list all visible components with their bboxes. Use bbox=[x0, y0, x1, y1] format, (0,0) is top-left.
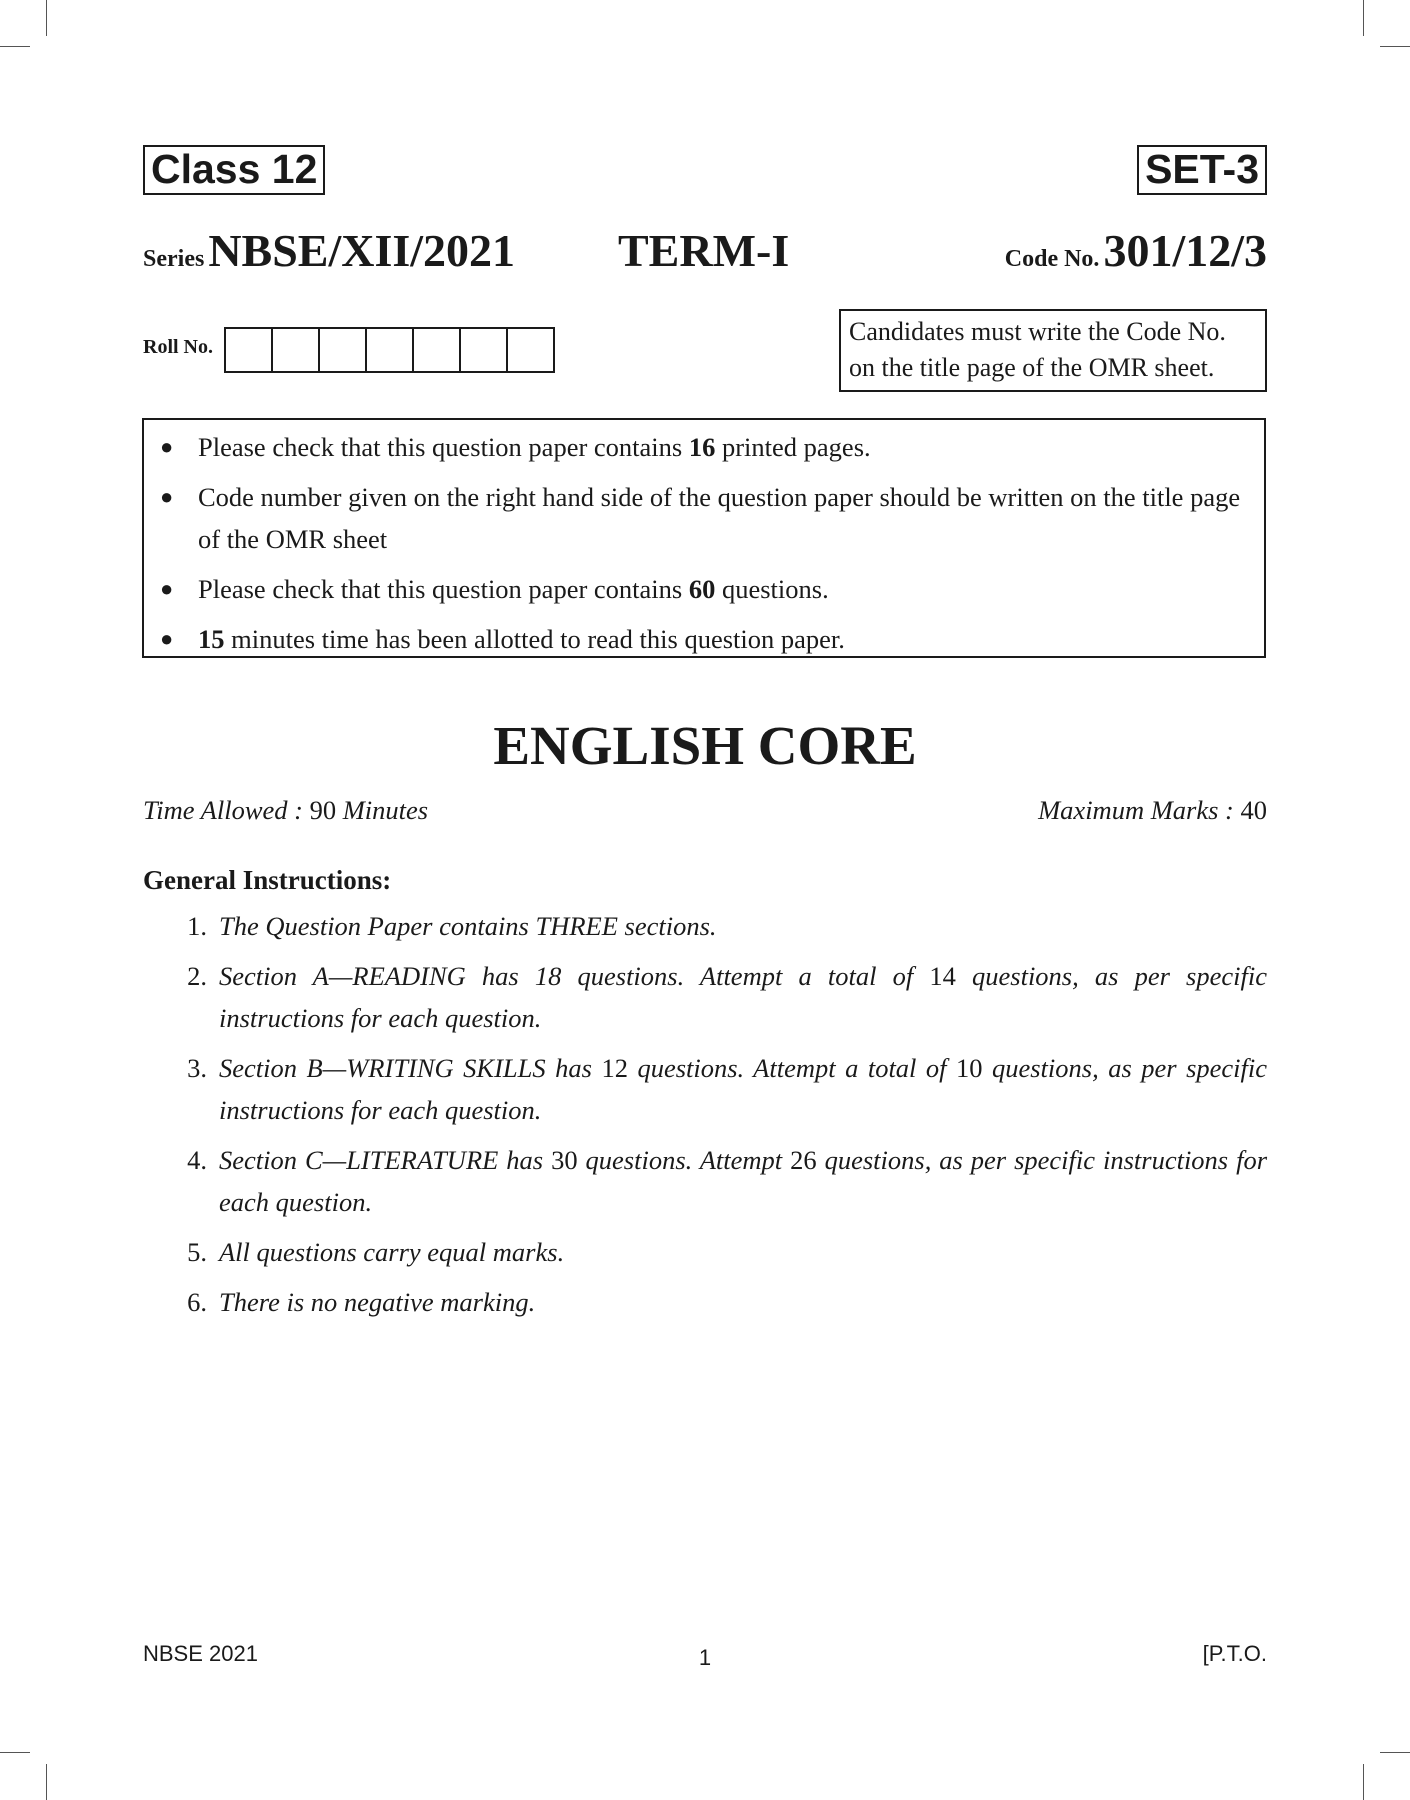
notice-box bbox=[142, 418, 1266, 658]
crop-mark bbox=[0, 1752, 30, 1753]
bullet-icon: ● bbox=[160, 626, 174, 651]
instructions-list bbox=[143, 905, 1267, 1331]
crop-mark bbox=[46, 1764, 47, 1800]
instruction-item: 6. There is no negative marking. bbox=[187, 1287, 536, 1317]
roll-number-cell[interactable] bbox=[414, 329, 461, 371]
page-number: 1 bbox=[698, 1645, 712, 1670]
time-allowed: Time Allowed : 90 Minutes bbox=[143, 795, 429, 825]
roll-number-cell[interactable] bbox=[367, 329, 414, 371]
notice-item: ● Code number given on the right hand side of the question paper should be written on the title page of the OMR sheet bbox=[160, 476, 1248, 560]
roll-number-cell[interactable] bbox=[226, 329, 273, 371]
series-info bbox=[143, 225, 516, 276]
roll-number-cell[interactable] bbox=[508, 329, 553, 371]
roll-number-label: Roll No. bbox=[143, 336, 213, 358]
instruction-item: 5. All questions carry equal marks. bbox=[187, 1237, 565, 1267]
crop-mark bbox=[1363, 0, 1364, 36]
notice-item: ● Please check that this question paper contains 16 printed pages. bbox=[160, 426, 1248, 468]
set-label: SET-3 bbox=[1137, 145, 1267, 195]
instruction-item: 3. Section B—WRITING SKILLS has 12 questions. Attempt a total of 10 questions, as per specific instructions for each question. bbox=[187, 1053, 1268, 1125]
code-info bbox=[1004, 225, 1267, 276]
roll-number-cell[interactable] bbox=[273, 329, 320, 371]
instruction-item: 2. Section A—READING has 18 questions. Attempt a total of 14 questions, as per specific instructions for each question. bbox=[187, 961, 1267, 1033]
bullet-icon: ● bbox=[160, 576, 174, 601]
roll-number-grid[interactable] bbox=[224, 327, 555, 373]
notice-item: ● Please check that this question paper contains 60 questions. bbox=[160, 568, 1248, 610]
roll-number-cell[interactable] bbox=[461, 329, 508, 371]
term-label: TERM-I bbox=[618, 225, 790, 276]
instructions-heading: General Instructions: bbox=[143, 865, 392, 895]
instruction-item: 4. Section C—LITERATURE has 30 questions. Attempt 26 questions, as per specific instructions for each question. bbox=[187, 1145, 1268, 1217]
crop-mark bbox=[1363, 1764, 1364, 1800]
class-label: Class 12 bbox=[143, 145, 325, 195]
omr-note-line: Candidates must write the Code No. bbox=[849, 317, 1226, 346]
maximum-marks: Maximum Marks : 40 bbox=[1038, 795, 1267, 825]
omr-instruction-box bbox=[839, 309, 1267, 392]
instruction-item: 1. The Question Paper contains THREE sections. bbox=[187, 911, 717, 941]
crop-mark bbox=[1380, 1752, 1410, 1753]
roll-number-cell[interactable] bbox=[320, 329, 367, 371]
notice-item: ● 15 minutes time has been allotted to read this question paper. bbox=[160, 618, 1248, 660]
footer-pto: [P.T.O. bbox=[1202, 1641, 1267, 1666]
bullet-icon: ● bbox=[160, 484, 174, 509]
subject-title: ENGLISH CORE bbox=[493, 715, 917, 776]
series-value: NBSE/XII/2021 bbox=[208, 225, 516, 276]
crop-mark bbox=[1380, 46, 1410, 47]
bullet-icon: ● bbox=[160, 434, 174, 459]
crop-mark bbox=[0, 46, 30, 47]
crop-mark bbox=[46, 0, 47, 36]
footer-left: NBSE 2021 bbox=[143, 1641, 258, 1666]
code-value: 301/12/3 bbox=[1103, 225, 1267, 276]
code-prefix: Code No. bbox=[1004, 246, 1100, 272]
omr-note-line: on the title page of the OMR sheet. bbox=[849, 353, 1215, 382]
series-prefix: Series bbox=[143, 246, 205, 272]
